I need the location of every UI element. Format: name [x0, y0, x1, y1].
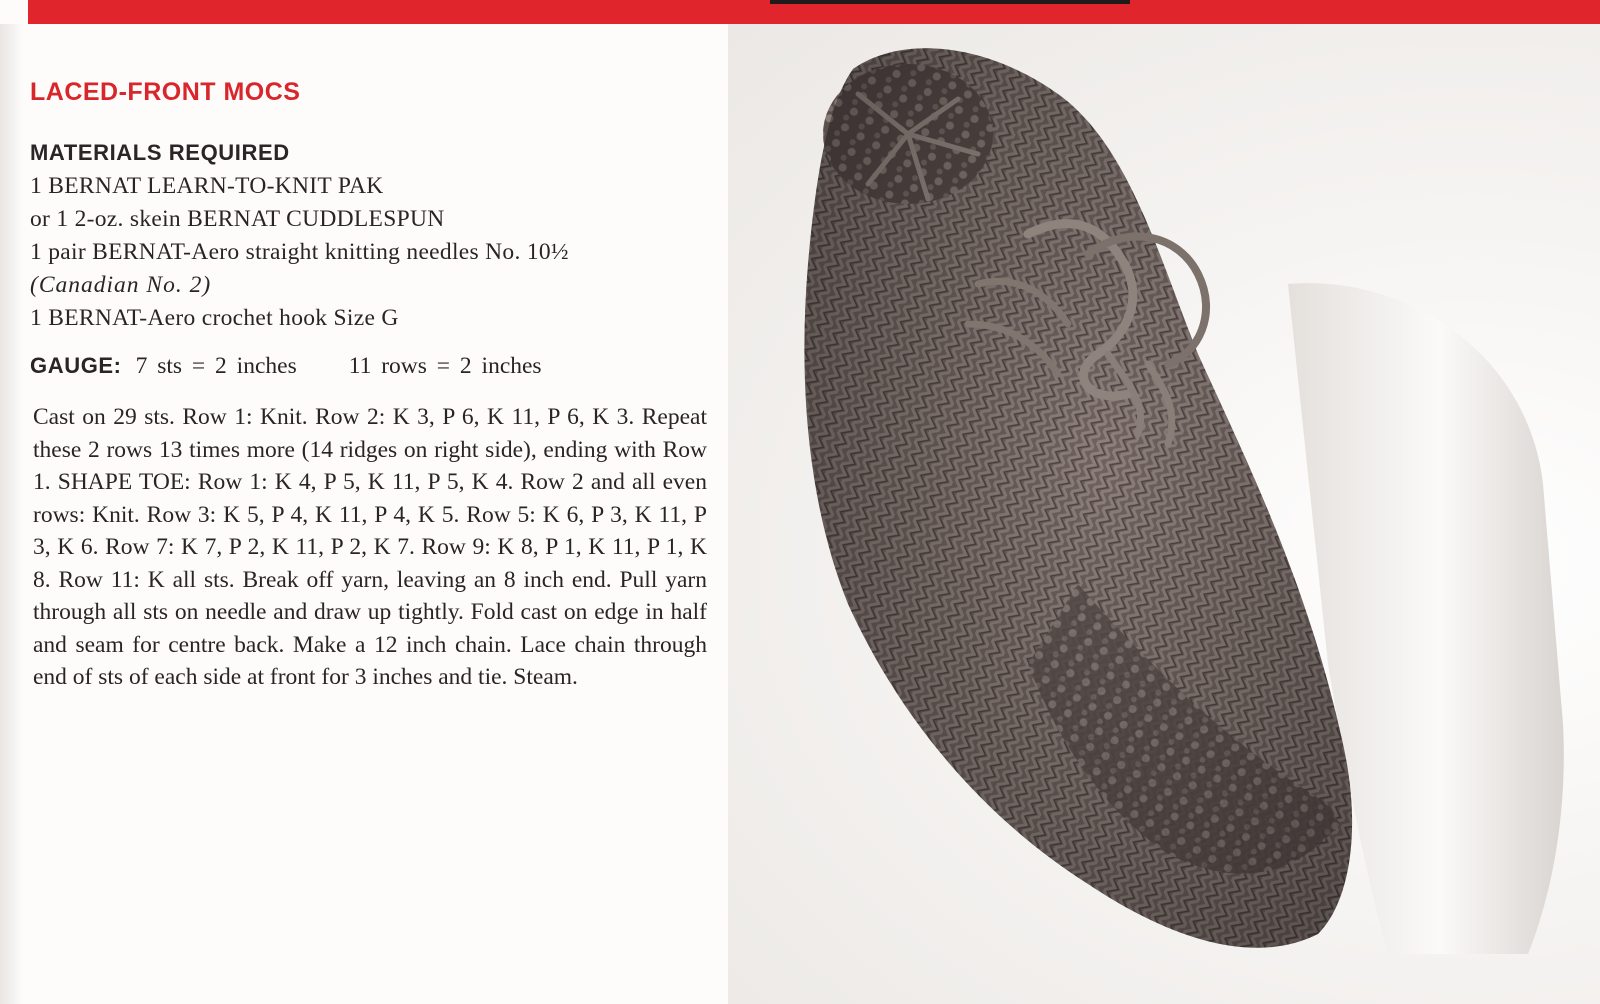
- material-item: 1 BERNAT-Aero crochet hook Size G: [30, 305, 399, 331]
- top-dark-strip: [770, 0, 1130, 4]
- gauge-stitches: 7 sts = 2 inches: [135, 353, 297, 379]
- pattern-text-column: [30, 72, 722, 694]
- page-edge-shadow: [0, 24, 22, 1004]
- material-item: 1 pair BERNAT-Aero straight knitting needles No. 10½: [30, 239, 569, 265]
- material-item: or 1 2-oz. skein BERNAT CUDDLESPUN: [30, 206, 445, 232]
- gauge-label: GAUGE:: [30, 353, 122, 378]
- moccasin-photo: [728, 24, 1600, 1004]
- pattern-instructions: Cast on 29 sts. Row 1: Knit. Row 2: K 3, P 6, K 11, P 6, K 3. Repeat these 2 rows 13 times more (14 ridges on right side), ending with Row 1. SHAPE TOE: Row 1: K 4, P 5, K 11, P 5, K 4. Row 2 and all even rows: Knit. Row 3: K 5, P 4, K 11, P 4, K 5. Row 5: K 6, P 3, K 11, P 3, K 6. Row 7: K 7, P 2, K 11, P 2, K 7. Row 9: K 8, P 1, K 11, P 1, K 8. Row 11: K all sts. Break off yarn, leaving an 8 inch end. Pull yarn through all sts on needle and draw up tightly. Fold cast on edge in half and seam for centre back. Make a 12 inch chain. Lace chain through end of sts of each side at front for 3 inches and tie. Steam.: [33, 404, 707, 690]
- gauge-row: [30, 349, 722, 383]
- material-item: (Canadian No. 2): [30, 272, 212, 298]
- materials-list: [30, 170, 722, 335]
- pattern-title: LACED-FRONT MOCS: [30, 78, 301, 106]
- moccasin-illustration: [728, 24, 1600, 1004]
- material-item: 1 BERNAT LEARN-TO-KNIT PAK: [30, 173, 384, 199]
- materials-heading: MATERIALS REQUIRED: [30, 140, 290, 165]
- gauge-rows: 11 rows = 2 inches: [348, 353, 542, 379]
